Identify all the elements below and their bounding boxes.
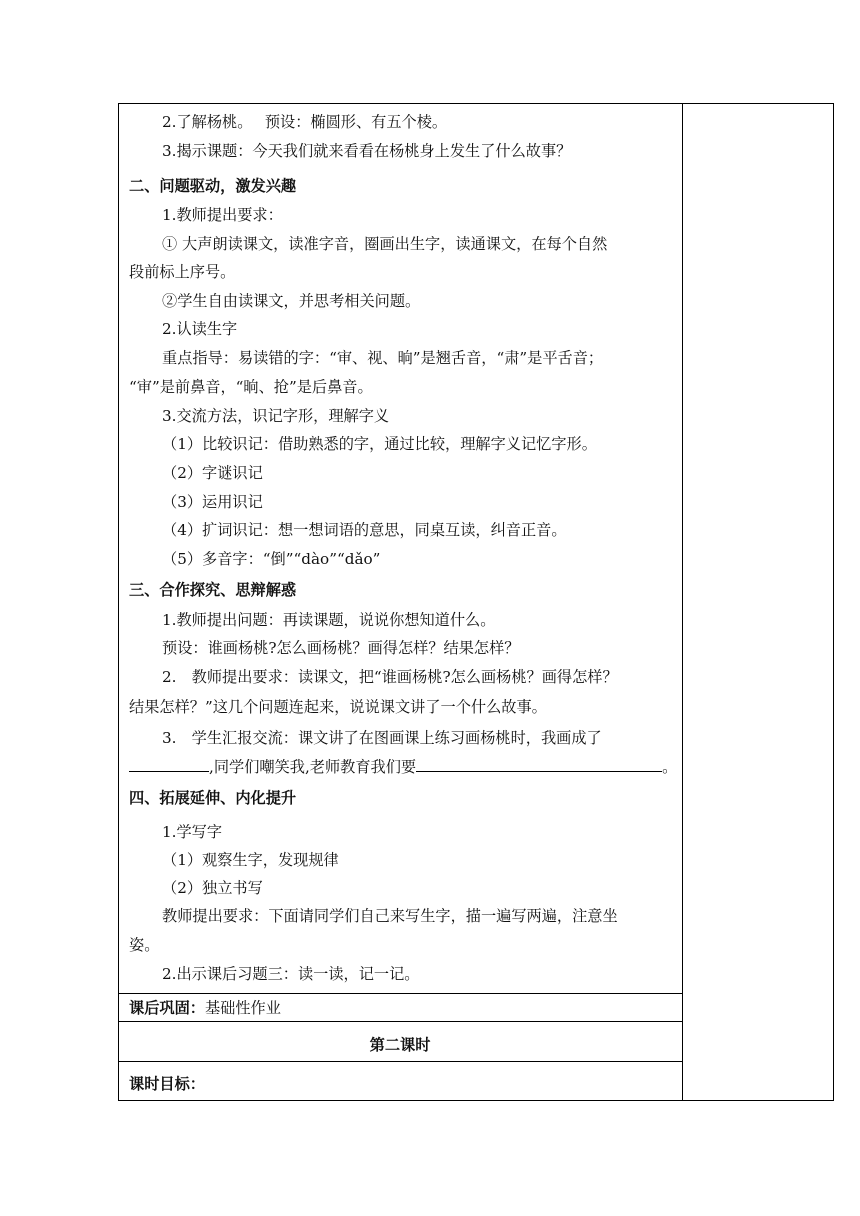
- text-line: 2.了解杨桃。 预设：椭圆形、有五个棱。: [162, 113, 448, 131]
- row-divider-homework: [118, 993, 682, 994]
- text-line: 2.认读生字: [162, 320, 238, 338]
- row-divider-objective: [118, 1061, 682, 1062]
- text-line: 2.出示课后习题三：读一读，记一记。: [162, 965, 420, 983]
- section-heading: 二、问题驱动，激发兴趣: [129, 177, 297, 195]
- text-line: 段前标上序号。: [129, 263, 236, 281]
- text-line: 1.学写字: [162, 823, 223, 841]
- text-line: （1）观察生字，发现规律: [162, 851, 339, 869]
- text-line: “审”是前鼻音，“晌、抢”是后鼻音。: [129, 378, 373, 396]
- text-line: 预设：谁画杨桃?怎么画杨桃？画得怎样？结果怎样？: [162, 639, 520, 657]
- fill-in-text: ,同学们嘲笑我,老师教育我们要: [209, 758, 417, 776]
- fill-in-end: 。: [662, 758, 678, 776]
- period-title: 第二课时: [369, 1036, 431, 1054]
- answer-blank: [129, 757, 209, 772]
- row-divider-period: [118, 1021, 682, 1022]
- text-line: （1）比较识记：借助熟悉的字，通过比较，理解字义记忆字形。: [162, 435, 597, 453]
- text-line: ②学生自由读课文，并思考相关问题。: [162, 292, 421, 310]
- text-line: （2）字谜识记: [162, 464, 263, 482]
- text-line: 教师提出要求：下面请同学们自己来写生字，描一遍写两遍，注意坐: [162, 907, 618, 925]
- text-line: （5）多音字：“倒”“dào”“dǎo”: [162, 550, 381, 568]
- text-line: 结果怎样？”这几个问题连起来，说说课文讲了一个什么故事。: [129, 698, 547, 716]
- text-line: 重点指导：易读错的字：“审、视、晌”是翘舌音，“肃”是平舌音；: [162, 349, 604, 367]
- text-line: （3）运用识记: [162, 493, 263, 511]
- section-heading: 三、合作探究、思辩解惑: [129, 581, 297, 599]
- objective-label: 课时目标：: [129, 1075, 205, 1093]
- homework-row: [129, 998, 860, 1018]
- homework-text: 基础性作业: [204, 999, 281, 1017]
- text-line: 2. 教师提出要求：读课文，把“谁画杨桃?怎么画杨桃？画得怎样？: [162, 668, 618, 686]
- text-line: （4）扩词识记：想一想词语的意思，同桌互读，纠音正音。: [162, 521, 567, 539]
- text-line: 1.教师提出问题：再读课题，说说你想知道什么。: [162, 611, 496, 629]
- answer-blank: [416, 757, 662, 772]
- text-line: 3. 学生汇报交流：课文讲了在图画课上练习画杨桃时，我画成了: [162, 729, 602, 747]
- text-line: 3.交流方法，识记字形，理解字义: [162, 407, 390, 425]
- homework-label: 课后巩固：: [129, 999, 205, 1017]
- text-line: ① 大声朗读课文，读准字音，圈画出生字，读通课文，在每个自然: [162, 235, 608, 253]
- text-line: 3.揭示课题：今天我们就来看看在杨桃身上发生了什么故事？: [162, 142, 572, 160]
- fill-in-line: [129, 757, 860, 777]
- text-line: （2）独立书写: [162, 879, 263, 897]
- text-line: 1.教师提出要求：: [162, 206, 283, 224]
- section-heading: 四、拓展延伸、内化提升: [129, 789, 297, 807]
- text-line: 姿。: [129, 936, 160, 954]
